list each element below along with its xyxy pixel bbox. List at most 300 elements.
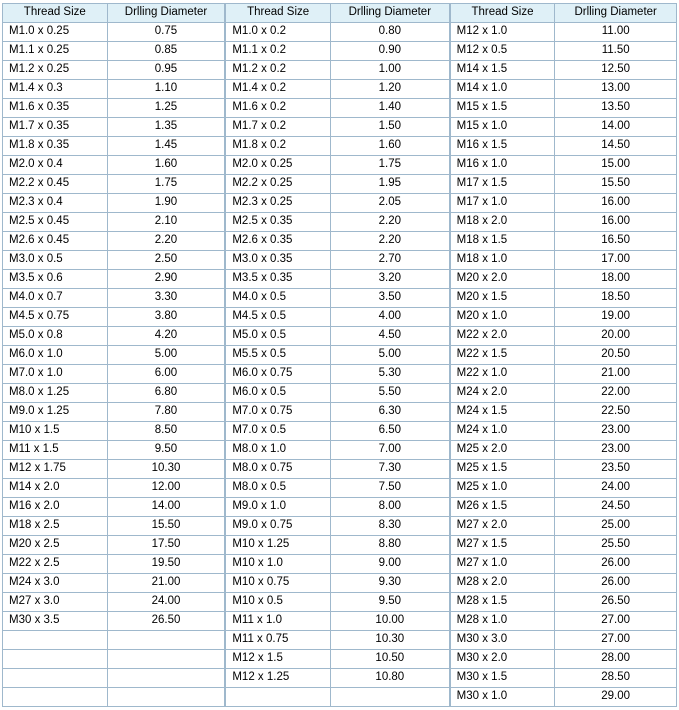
table-row <box>226 631 449 650</box>
spacer-cell <box>3 688 108 707</box>
table-row <box>226 517 449 536</box>
table-row-spacer <box>3 650 225 669</box>
table-row <box>226 270 449 289</box>
cell-drilling-diameter: 10.50 <box>330 650 449 669</box>
cell-thread-size: M5.5 x 0.5 <box>226 346 331 365</box>
table-row <box>226 593 449 612</box>
cell-thread-size: M4.0 x 0.7 <box>3 289 108 308</box>
cell-thread-size: M5.0 x 0.5 <box>226 327 331 346</box>
cell-drilling-diameter: 23.00 <box>555 422 677 441</box>
cell-drilling-diameter: 26.00 <box>555 555 677 574</box>
cell-thread-size: M4.5 x 0.5 <box>226 308 331 327</box>
table-row <box>450 232 676 251</box>
column-header-thread-size: Thread Size <box>450 4 555 23</box>
cell-thread-size: M1.4 x 0.2 <box>226 80 331 99</box>
cell-thread-size: M15 x 1.0 <box>450 118 555 137</box>
cell-thread-size: M11 x 1.5 <box>3 441 108 460</box>
table-row <box>226 498 449 517</box>
cell-thread-size: M25 x 1.0 <box>450 479 555 498</box>
spacer-cell <box>226 688 331 707</box>
cell-thread-size: M1.0 x 0.25 <box>3 23 108 42</box>
table-row-spacer <box>3 631 225 650</box>
cell-drilling-diameter: 9.50 <box>107 441 225 460</box>
table-row <box>3 42 225 61</box>
table-row <box>450 460 676 479</box>
table-row <box>450 517 676 536</box>
cell-drilling-diameter: 9.50 <box>330 593 449 612</box>
table-row <box>226 365 449 384</box>
cell-thread-size: M2.0 x 0.25 <box>226 156 331 175</box>
cell-thread-size: M5.0 x 0.8 <box>3 327 108 346</box>
table-row <box>3 232 225 251</box>
cell-thread-size: M1.4 x 0.3 <box>3 80 108 99</box>
cell-thread-size: M18 x 2.5 <box>3 517 108 536</box>
table-row <box>3 593 225 612</box>
table-row <box>226 384 449 403</box>
cell-drilling-diameter: 22.50 <box>555 403 677 422</box>
cell-drilling-diameter: 7.30 <box>330 460 449 479</box>
table-row <box>226 137 449 156</box>
cell-drilling-diameter: 11.50 <box>555 42 677 61</box>
cell-drilling-diameter: 0.95 <box>107 61 225 80</box>
cell-thread-size: M15 x 1.5 <box>450 99 555 118</box>
table-row <box>3 536 225 555</box>
cell-drilling-diameter: 2.20 <box>330 232 449 251</box>
table-row <box>450 80 676 99</box>
table-row <box>3 327 225 346</box>
table-row <box>226 194 449 213</box>
cell-thread-size: M10 x 0.5 <box>226 593 331 612</box>
cell-thread-size: M11 x 1.0 <box>226 612 331 631</box>
cell-thread-size: M30 x 3.0 <box>450 631 555 650</box>
cell-drilling-diameter: 1.75 <box>107 175 225 194</box>
cell-thread-size: M8.0 x 1.25 <box>3 384 108 403</box>
table-row <box>450 498 676 517</box>
cell-drilling-diameter: 3.80 <box>107 308 225 327</box>
table-row <box>226 327 449 346</box>
table-body-block-3 <box>450 23 676 707</box>
cell-drilling-diameter: 1.60 <box>330 137 449 156</box>
header-row <box>226 4 449 23</box>
cell-thread-size: M12 x 1.0 <box>450 23 555 42</box>
cell-drilling-diameter: 23.50 <box>555 460 677 479</box>
cell-thread-size: M1.0 x 0.2 <box>226 23 331 42</box>
table-row <box>450 346 676 365</box>
table-row <box>3 498 225 517</box>
table-row <box>3 365 225 384</box>
table-header-block-3 <box>450 4 676 23</box>
table-row <box>450 536 676 555</box>
table-row <box>226 23 449 42</box>
table-row <box>3 422 225 441</box>
cell-thread-size: M18 x 1.0 <box>450 251 555 270</box>
table-row <box>3 403 225 422</box>
cell-thread-size: M2.6 x 0.45 <box>3 232 108 251</box>
cell-thread-size: M27 x 1.5 <box>450 536 555 555</box>
table-row <box>3 517 225 536</box>
table-row <box>226 80 449 99</box>
thread-table-block-1 <box>2 3 225 707</box>
cell-thread-size: M1.6 x 0.35 <box>3 99 108 118</box>
cell-drilling-diameter: 24.00 <box>107 593 225 612</box>
table-row <box>450 23 676 42</box>
cell-thread-size: M20 x 2.5 <box>3 536 108 555</box>
cell-drilling-diameter: 19.00 <box>555 308 677 327</box>
cell-drilling-diameter: 12.50 <box>555 61 677 80</box>
cell-thread-size: M8.0 x 0.75 <box>226 460 331 479</box>
table-row <box>450 403 676 422</box>
cell-drilling-diameter: 1.45 <box>107 137 225 156</box>
cell-thread-size: M1.1 x 0.2 <box>226 42 331 61</box>
cell-thread-size: M2.2 x 0.25 <box>226 175 331 194</box>
cell-drilling-diameter: 19.50 <box>107 555 225 574</box>
table-row <box>226 289 449 308</box>
table-row <box>450 669 676 688</box>
table-row <box>3 80 225 99</box>
cell-thread-size: M26 x 1.5 <box>450 498 555 517</box>
cell-drilling-diameter: 1.20 <box>330 80 449 99</box>
table-row <box>450 612 676 631</box>
cell-thread-size: M2.5 x 0.45 <box>3 213 108 232</box>
cell-thread-size: M8.0 x 1.0 <box>226 441 331 460</box>
table-row <box>3 460 225 479</box>
cell-drilling-diameter: 15.50 <box>107 517 225 536</box>
cell-drilling-diameter: 0.75 <box>107 23 225 42</box>
table-row <box>3 612 225 631</box>
cell-thread-size: M12 x 0.5 <box>450 42 555 61</box>
table-row <box>226 612 449 631</box>
cell-drilling-diameter: 8.80 <box>330 536 449 555</box>
table-row <box>450 631 676 650</box>
table-row <box>3 308 225 327</box>
column-header-drilling-diameter: Drlling Diameter <box>555 4 677 23</box>
table-row <box>226 346 449 365</box>
cell-drilling-diameter: 6.50 <box>330 422 449 441</box>
cell-drilling-diameter: 20.50 <box>555 346 677 365</box>
table-row <box>226 99 449 118</box>
table-row <box>450 688 676 707</box>
table-row <box>226 536 449 555</box>
cell-thread-size: M7.0 x 1.0 <box>3 365 108 384</box>
table-row <box>3 61 225 80</box>
cell-drilling-diameter: 18.00 <box>555 270 677 289</box>
cell-drilling-diameter: 10.00 <box>330 612 449 631</box>
cell-thread-size: M27 x 3.0 <box>3 593 108 612</box>
cell-drilling-diameter: 29.00 <box>555 688 677 707</box>
table-row <box>3 23 225 42</box>
cell-thread-size: M30 x 1.0 <box>450 688 555 707</box>
cell-thread-size: M20 x 1.0 <box>450 308 555 327</box>
header-row <box>3 4 225 23</box>
cell-thread-size: M3.5 x 0.35 <box>226 270 331 289</box>
cell-thread-size: M9.0 x 0.75 <box>226 517 331 536</box>
cell-drilling-diameter: 16.00 <box>555 194 677 213</box>
cell-drilling-diameter: 14.00 <box>555 118 677 137</box>
cell-drilling-diameter: 6.30 <box>330 403 449 422</box>
cell-drilling-diameter: 26.50 <box>555 593 677 612</box>
cell-drilling-diameter: 4.50 <box>330 327 449 346</box>
cell-drilling-diameter: 1.50 <box>330 118 449 137</box>
table-row <box>226 61 449 80</box>
cell-drilling-diameter: 1.90 <box>107 194 225 213</box>
table-row <box>450 479 676 498</box>
column-header-drilling-diameter: Drlling Diameter <box>330 4 449 23</box>
table-row <box>226 555 449 574</box>
cell-drilling-diameter: 7.50 <box>330 479 449 498</box>
cell-thread-size: M12 x 1.5 <box>226 650 331 669</box>
cell-thread-size: M27 x 1.0 <box>450 555 555 574</box>
table-row <box>450 308 676 327</box>
table-row <box>3 270 225 289</box>
spacer-cell <box>107 631 225 650</box>
cell-thread-size: M22 x 2.5 <box>3 555 108 574</box>
cell-thread-size: M28 x 2.0 <box>450 574 555 593</box>
cell-drilling-diameter: 2.20 <box>330 213 449 232</box>
cell-drilling-diameter: 2.20 <box>107 232 225 251</box>
cell-thread-size: M2.2 x 0.45 <box>3 175 108 194</box>
cell-drilling-diameter: 8.30 <box>330 517 449 536</box>
spacer-cell <box>3 631 108 650</box>
table-row <box>226 460 449 479</box>
table-row <box>3 156 225 175</box>
cell-drilling-diameter: 5.50 <box>330 384 449 403</box>
cell-drilling-diameter: 17.50 <box>107 536 225 555</box>
table-row <box>226 156 449 175</box>
cell-drilling-diameter: 16.00 <box>555 213 677 232</box>
table-row <box>226 574 449 593</box>
table-row <box>3 346 225 365</box>
cell-thread-size: M8.0 x 0.5 <box>226 479 331 498</box>
table-row <box>450 593 676 612</box>
cell-drilling-diameter: 10.30 <box>107 460 225 479</box>
cell-thread-size: M2.3 x 0.25 <box>226 194 331 213</box>
cell-drilling-diameter: 6.80 <box>107 384 225 403</box>
table-row <box>226 251 449 270</box>
cell-drilling-diameter: 14.00 <box>107 498 225 517</box>
table-row <box>450 650 676 669</box>
cell-thread-size: M6.0 x 1.0 <box>3 346 108 365</box>
table-row <box>3 289 225 308</box>
cell-drilling-diameter: 3.50 <box>330 289 449 308</box>
cell-drilling-diameter: 1.75 <box>330 156 449 175</box>
cell-thread-size: M1.7 x 0.2 <box>226 118 331 137</box>
cell-drilling-diameter: 14.50 <box>555 137 677 156</box>
cell-thread-size: M7.0 x 0.75 <box>226 403 331 422</box>
cell-drilling-diameter: 10.80 <box>330 669 449 688</box>
table-row <box>450 270 676 289</box>
cell-thread-size: M10 x 1.0 <box>226 555 331 574</box>
table-row <box>3 118 225 137</box>
table-row <box>3 479 225 498</box>
cell-drilling-diameter: 1.00 <box>330 61 449 80</box>
cell-thread-size: M1.7 x 0.35 <box>3 118 108 137</box>
cell-drilling-diameter: 1.40 <box>330 99 449 118</box>
cell-drilling-diameter: 7.00 <box>330 441 449 460</box>
cell-thread-size: M28 x 1.0 <box>450 612 555 631</box>
cell-drilling-diameter: 13.50 <box>555 99 677 118</box>
table-row <box>226 308 449 327</box>
table-row <box>450 194 676 213</box>
cell-drilling-diameter: 4.20 <box>107 327 225 346</box>
cell-thread-size: M1.8 x 0.2 <box>226 137 331 156</box>
cell-drilling-diameter: 21.00 <box>107 574 225 593</box>
cell-drilling-diameter: 13.00 <box>555 80 677 99</box>
table-header-block-1 <box>3 4 225 23</box>
table-row-spacer <box>3 688 225 707</box>
cell-thread-size: M1.2 x 0.25 <box>3 61 108 80</box>
spacer-cell <box>3 650 108 669</box>
table-row <box>226 213 449 232</box>
cell-thread-size: M12 x 1.25 <box>226 669 331 688</box>
table-row-spacer <box>226 688 449 707</box>
cell-thread-size: M10 x 1.25 <box>226 536 331 555</box>
table-row <box>450 137 676 156</box>
table-row <box>226 650 449 669</box>
cell-drilling-diameter: 9.30 <box>330 574 449 593</box>
cell-drilling-diameter: 24.00 <box>555 479 677 498</box>
cell-drilling-diameter: 4.00 <box>330 308 449 327</box>
table-row <box>450 441 676 460</box>
cell-drilling-diameter: 2.05 <box>330 194 449 213</box>
cell-drilling-diameter: 28.00 <box>555 650 677 669</box>
cell-thread-size: M22 x 1.5 <box>450 346 555 365</box>
spacer-cell <box>107 669 225 688</box>
cell-drilling-diameter: 22.00 <box>555 384 677 403</box>
table-body-block-1 <box>3 23 225 707</box>
table-row <box>450 384 676 403</box>
cell-drilling-diameter: 26.50 <box>107 612 225 631</box>
table-row <box>450 156 676 175</box>
cell-drilling-diameter: 25.50 <box>555 536 677 555</box>
cell-drilling-diameter: 20.00 <box>555 327 677 346</box>
cell-drilling-diameter: 5.00 <box>107 346 225 365</box>
cell-thread-size: M24 x 1.0 <box>450 422 555 441</box>
cell-thread-size: M1.6 x 0.2 <box>226 99 331 118</box>
cell-thread-size: M22 x 1.0 <box>450 365 555 384</box>
spacer-cell <box>3 669 108 688</box>
table-row <box>3 99 225 118</box>
table-row <box>226 422 449 441</box>
cell-drilling-diameter: 11.00 <box>555 23 677 42</box>
table-row <box>450 175 676 194</box>
cell-drilling-diameter: 23.00 <box>555 441 677 460</box>
cell-drilling-diameter: 15.00 <box>555 156 677 175</box>
header-row <box>450 4 676 23</box>
cell-thread-size: M9.0 x 1.0 <box>226 498 331 517</box>
cell-thread-size: M25 x 2.0 <box>450 441 555 460</box>
table-row <box>3 194 225 213</box>
table-row <box>3 175 225 194</box>
table-row <box>450 422 676 441</box>
tables-container <box>2 3 677 707</box>
cell-drilling-diameter: 2.90 <box>107 270 225 289</box>
table-row <box>3 574 225 593</box>
cell-thread-size: M30 x 3.5 <box>3 612 108 631</box>
table-body-block-2 <box>226 23 449 707</box>
cell-drilling-diameter: 1.10 <box>107 80 225 99</box>
table-row <box>226 175 449 194</box>
cell-thread-size: M17 x 1.0 <box>450 194 555 213</box>
cell-drilling-diameter: 27.00 <box>555 631 677 650</box>
cell-thread-size: M10 x 1.5 <box>3 422 108 441</box>
cell-thread-size: M30 x 1.5 <box>450 669 555 688</box>
cell-drilling-diameter: 27.00 <box>555 612 677 631</box>
cell-thread-size: M14 x 1.5 <box>450 61 555 80</box>
cell-drilling-diameter: 8.00 <box>330 498 449 517</box>
cell-thread-size: M17 x 1.5 <box>450 175 555 194</box>
cell-drilling-diameter: 21.00 <box>555 365 677 384</box>
table-row <box>450 289 676 308</box>
spacer-cell <box>330 688 449 707</box>
cell-drilling-diameter: 0.85 <box>107 42 225 61</box>
cell-drilling-diameter: 9.00 <box>330 555 449 574</box>
cell-drilling-diameter: 0.90 <box>330 42 449 61</box>
cell-drilling-diameter: 18.50 <box>555 289 677 308</box>
cell-thread-size: M18 x 2.0 <box>450 213 555 232</box>
spacer-cell <box>107 650 225 669</box>
table-row <box>226 441 449 460</box>
cell-drilling-diameter: 17.00 <box>555 251 677 270</box>
table-row <box>226 403 449 422</box>
cell-thread-size: M2.6 x 0.35 <box>226 232 331 251</box>
cell-drilling-diameter: 16.50 <box>555 232 677 251</box>
spacer-cell <box>107 688 225 707</box>
table-row <box>450 213 676 232</box>
cell-thread-size: M2.5 x 0.35 <box>226 213 331 232</box>
table-row <box>450 61 676 80</box>
table-row <box>3 555 225 574</box>
cell-drilling-diameter: 28.50 <box>555 669 677 688</box>
cell-drilling-diameter: 25.00 <box>555 517 677 536</box>
thread-table-block-2 <box>225 3 449 707</box>
cell-thread-size: M25 x 1.5 <box>450 460 555 479</box>
cell-drilling-diameter: 3.30 <box>107 289 225 308</box>
cell-drilling-diameter: 2.50 <box>107 251 225 270</box>
cell-thread-size: M28 x 1.5 <box>450 593 555 612</box>
table-row <box>3 441 225 460</box>
cell-thread-size: M30 x 2.0 <box>450 650 555 669</box>
table-row <box>450 327 676 346</box>
cell-thread-size: M7.0 x 0.5 <box>226 422 331 441</box>
thread-table-block-3 <box>450 3 677 707</box>
cell-drilling-diameter: 10.30 <box>330 631 449 650</box>
cell-thread-size: M24 x 3.0 <box>3 574 108 593</box>
cell-drilling-diameter: 12.00 <box>107 479 225 498</box>
cell-drilling-diameter: 5.30 <box>330 365 449 384</box>
table-row <box>226 669 449 688</box>
cell-thread-size: M1.1 x 0.25 <box>3 42 108 61</box>
table-row <box>226 232 449 251</box>
cell-thread-size: M24 x 1.5 <box>450 403 555 422</box>
cell-drilling-diameter: 1.25 <box>107 99 225 118</box>
cell-drilling-diameter: 1.95 <box>330 175 449 194</box>
table-row <box>3 384 225 403</box>
cell-thread-size: M3.5 x 0.6 <box>3 270 108 289</box>
table-row <box>226 42 449 61</box>
table-row <box>450 574 676 593</box>
cell-thread-size: M6.0 x 0.5 <box>226 384 331 403</box>
table-row <box>450 118 676 137</box>
cell-thread-size: M16 x 2.0 <box>3 498 108 517</box>
column-header-thread-size: Thread Size <box>3 4 108 23</box>
cell-thread-size: M16 x 1.0 <box>450 156 555 175</box>
table-row <box>226 479 449 498</box>
cell-thread-size: M6.0 x 0.75 <box>226 365 331 384</box>
cell-thread-size: M18 x 1.5 <box>450 232 555 251</box>
cell-thread-size: M14 x 2.0 <box>3 479 108 498</box>
cell-thread-size: M20 x 2.0 <box>450 270 555 289</box>
cell-drilling-diameter: 7.80 <box>107 403 225 422</box>
